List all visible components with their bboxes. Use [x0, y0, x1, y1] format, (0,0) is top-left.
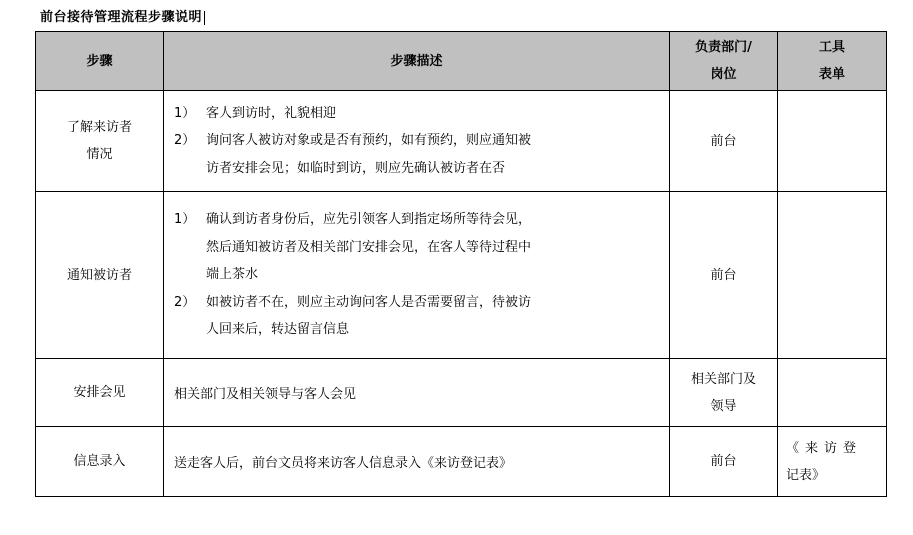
description-text: 客人到访时，礼貌相迎 [206, 105, 337, 121]
header-department-line2: 岗位 [710, 67, 737, 82]
description-line [174, 206, 669, 234]
header-tool-line1: 工具 [818, 40, 845, 55]
text-cursor [204, 11, 205, 25]
description-line [174, 261, 669, 289]
description-cell [164, 91, 670, 192]
tool-cell [778, 427, 887, 497]
department-line1: 相关部门及 [690, 371, 756, 387]
description-text: 如被访者不在，则应主动询问客人是否需要留言，待被访 [206, 294, 532, 310]
department-line2: 领导 [710, 398, 737, 414]
step-cell: 通知被访者 [36, 192, 164, 359]
table-row [36, 427, 887, 497]
description-line [174, 316, 669, 344]
description-line [174, 100, 669, 128]
item-number: 2） [174, 294, 196, 310]
header-department [670, 32, 778, 91]
table-row [36, 192, 887, 359]
department-cell: 前台 [670, 91, 778, 192]
document-title [40, 6, 205, 25]
step-label-line1: 了解来访者 [66, 120, 132, 135]
header-tool [778, 32, 887, 91]
description-text: 然后通知被访者及相关部门安排会见，在客人等待过程中 [206, 239, 532, 255]
description-text: 访者安排会见；如临时到访，则应先确认被访者在否 [206, 160, 506, 176]
step-cell [36, 91, 164, 192]
description-text: 人回来后，转达留言信息 [206, 322, 350, 338]
table-row [36, 91, 887, 192]
header-department-line1: 负责部门/ [695, 40, 752, 55]
description-text: 确认到访者身份后，应先引领客人到指定场所等待会见， [206, 212, 532, 228]
item-number: 1） [174, 212, 196, 228]
description-cell: 相关部门及相关领导与客人会见 [164, 359, 670, 427]
step-cell: 信息录入 [36, 427, 164, 497]
tool-cell [778, 359, 887, 427]
header-description: 步骤描述 [164, 32, 670, 91]
description-cell: 送走客人后，前台文员将来访客人信息录入《来访登记表》 [164, 427, 670, 497]
department-cell: 前台 [670, 427, 778, 497]
description-text: 询问客人被访对象或是否有预约，如有预约，则应通知被 [206, 133, 532, 149]
item-number: 1） [174, 105, 196, 121]
tool-cell [778, 91, 887, 192]
department-cell [670, 359, 778, 427]
tool-cell [778, 192, 887, 359]
description-text: 端上茶水 [206, 267, 259, 283]
tool-line1: 《来访登 [786, 440, 863, 456]
process-table [35, 31, 887, 497]
step-label-line2: 情况 [86, 147, 113, 162]
table-row [36, 359, 887, 427]
item-number: 2） [174, 133, 196, 149]
tool-line2: 记表》 [786, 467, 826, 483]
description-line [174, 127, 669, 155]
description-line [174, 155, 669, 183]
description-line [174, 289, 669, 317]
description-line [174, 234, 669, 262]
department-cell: 前台 [670, 192, 778, 359]
description-cell [164, 192, 670, 359]
header-tool-line2: 表单 [818, 67, 845, 82]
step-cell: 安排会见 [36, 359, 164, 427]
header-row [36, 32, 887, 91]
document-title-text: 前台接待管理流程步骤说明 [40, 10, 203, 25]
header-step: 步骤 [36, 32, 164, 91]
